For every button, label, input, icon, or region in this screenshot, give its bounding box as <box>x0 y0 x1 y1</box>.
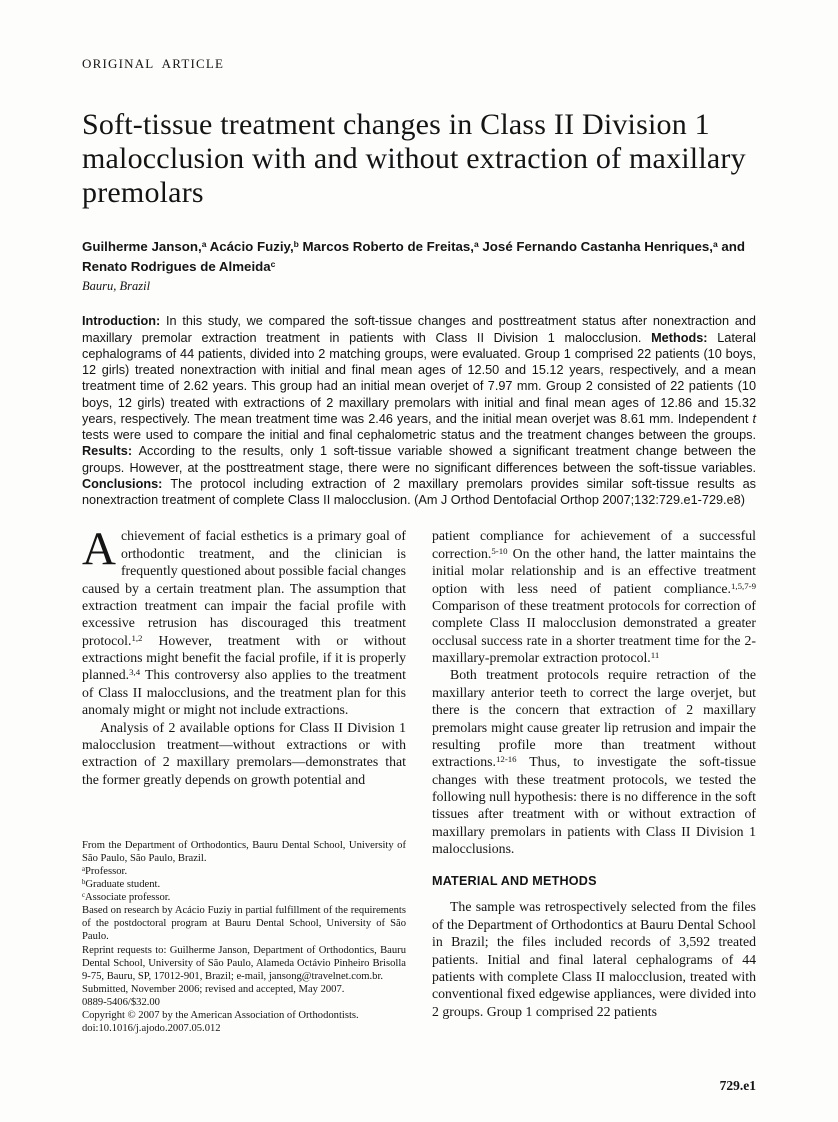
footnote-research-basis: Based on research by Acácio Fuziy in partial fulfillment of the requirements of the postdoctoral program at Bauru Dental School, University of São Paulo. <box>82 905 406 943</box>
body-paragraph: Analysis of 2 available options for Class II Division 1 malocclusion treatment—without extractions or with extraction of 2 maxillary premolars—demonstrates that the former greatly depends on growth potential and <box>82 719 406 787</box>
body-paragraph: The sample was retrospectively selected from the files of the Department of Orthodontics at Bauru Dental School in Brazil; the files included records of 3,592 treated patients. Initial and final lateral cephalograms of 44 patients with complete Class II malocclusion, treated with conventional fixed edgewise appliances, were divided into 2 groups. Group 1 comprised 22 patients <box>432 899 756 1019</box>
left-column <box>82 523 406 1035</box>
right-column <box>432 527 756 1035</box>
page-number: 729.e1 <box>719 1078 756 1093</box>
article-title: Soft-tissue treatment changes in Class II Division 1 malocclusion with and without extraction of maxillary premolars <box>82 108 746 210</box>
footnote-affiliation: From the Department of Orthodontics, Bauru Dental School, University of São Paulo, São Paulo, Brazil. <box>82 839 406 864</box>
drop-cap: A <box>82 523 116 576</box>
footnotes-block <box>82 827 406 1036</box>
footnote-professor: $^a$Professor. <box>82 865 128 877</box>
body-paragraph: Both treatment protocols require retraction of the maxillary anterior teeth to correct the large overjet, but there is the concern that extraction of 2 maxillary premolars might cause greater lip retrusion and impair the resulting profile more than treatment without extractions.$^{12-16}$ Thus, to investigate the soft-tissue changes with these treatment protocols, we tested the following null hypothesis: there is no difference in the soft tissues after treatment with or without extraction of maxillary premolars in patients with Class II Division 1 malocclusions. <box>432 667 756 857</box>
footnote-issn-price: 0889-5406/$32.00 <box>82 997 160 1009</box>
body-paragraph-intro-text: chievement of facial esthetics is a primary goal of orthodontic treatment, and the clinician is frequently questioned about possible facial changes caused by a certain treatment plan. The assumption that extraction treatment can impair the facial profile with excessive retrusion has discouraged this treatment protocol.$^{1,2}$ However, treatment with or without extractions might benefit the facial profile, if it is properly planned.$^{3,4}$ This controversy also applies to the treatment of Class II malocclusions, and the treatment plan for this anomaly might or might not include extractions. <box>82 528 406 718</box>
body-columns <box>82 523 756 1035</box>
footnote-graduate-student: $^b$Graduate student. <box>82 878 161 890</box>
body-paragraph-intro <box>82 523 406 718</box>
authors-line: Guilherme Janson,$^a$ Acácio Fuziy,$^b$ Marcos Roberto de Freitas,$^a$ José Fernando Castanha Henriques,$^a$ and Renato Rodrigues de Almeida$^c$ <box>82 238 746 274</box>
authors-location: Bauru, Brazil <box>82 279 151 294</box>
footnote-associate-professor: $^c$Associate professor. <box>82 892 171 904</box>
body-paragraph: patient compliance for achievement of a successful correction.$^{5-10}$ On the other hand, the latter maintains the initial molar relationship and is an effective treatment option with less need of patient compliance.$^{1,5,7-9}$ Comparison of these treatment protocols for correction of complete Class II malocclusion demonstrated a greater occlusal success rate in a shorter treatment time for the 2-maxillary-premolar extraction protocol.$^{11}$ <box>432 528 756 666</box>
article-type-label: ORIGINAL ARTICLE <box>82 56 225 71</box>
abstract-text: Introduction: In this study, we compared the soft-tissue changes and posttreatment status after nonextraction and maxillary premolar extraction treatment in patients with Class II Division 1 malocclusion. Methods: Lateral cephalograms of 44 patients, divided into 2 matching groups, were evaluated. Group 1 comprised 22 patients (10 boys, 12 girls) treated nonextraction with initial and final mean ages of 12.50 and 15.12 years, respectively, and a mean treatment time of 2.62 years. This group had an initial mean overjet of 7.97 mm. Group 2 consisted of 22 patients (10 boys, 12 girls) treated with extractions of 2 maxillary premolars with initial and final mean ages of 12.86 and 15.32 years, respectively. The mean treatment time was 2.46 years, and the initial mean overjet was 8.61 mm. Independent t tests were used to compare the initial and final cephalometric status and the treatment changes between the groups. Results: According to the results, only 1 soft-tissue variable showed a significant treatment change between the groups. However, at the posttreatment stage, there were no significant differences between the soft-tissue variables. Conclusions: The protocol including extraction of 2 maxillary premolars provides similar soft-tissue results as nonextraction treatment of complete Class II malocclusion. (Am J Orthod Dentofacial Orthop 2007;132:729.e1-729.e8) <box>82 314 756 508</box>
footnote-doi: doi:10.1016/j.ajodo.2007.05.012 <box>82 1023 221 1035</box>
section-heading-material-and-methods: MATERIAL AND METHODS <box>432 873 597 888</box>
footnote-reprint-requests: Reprint requests to: Guilherme Janson, Department of Orthodontics, Bauru Dental School, University of São Paulo, Alameda Octávio Pinheiro Brisolla 9-75, Bauru, SP, 17012-901, Brazil; e-mail, jansong@travelnet.com.br. <box>82 944 406 982</box>
footnote-submitted-dates: Submitted, November 2006; revised and accepted, May 2007. <box>82 983 345 995</box>
footnote-copyright: Copyright © 2007 by the American Association of Orthodontists. <box>82 1010 359 1022</box>
